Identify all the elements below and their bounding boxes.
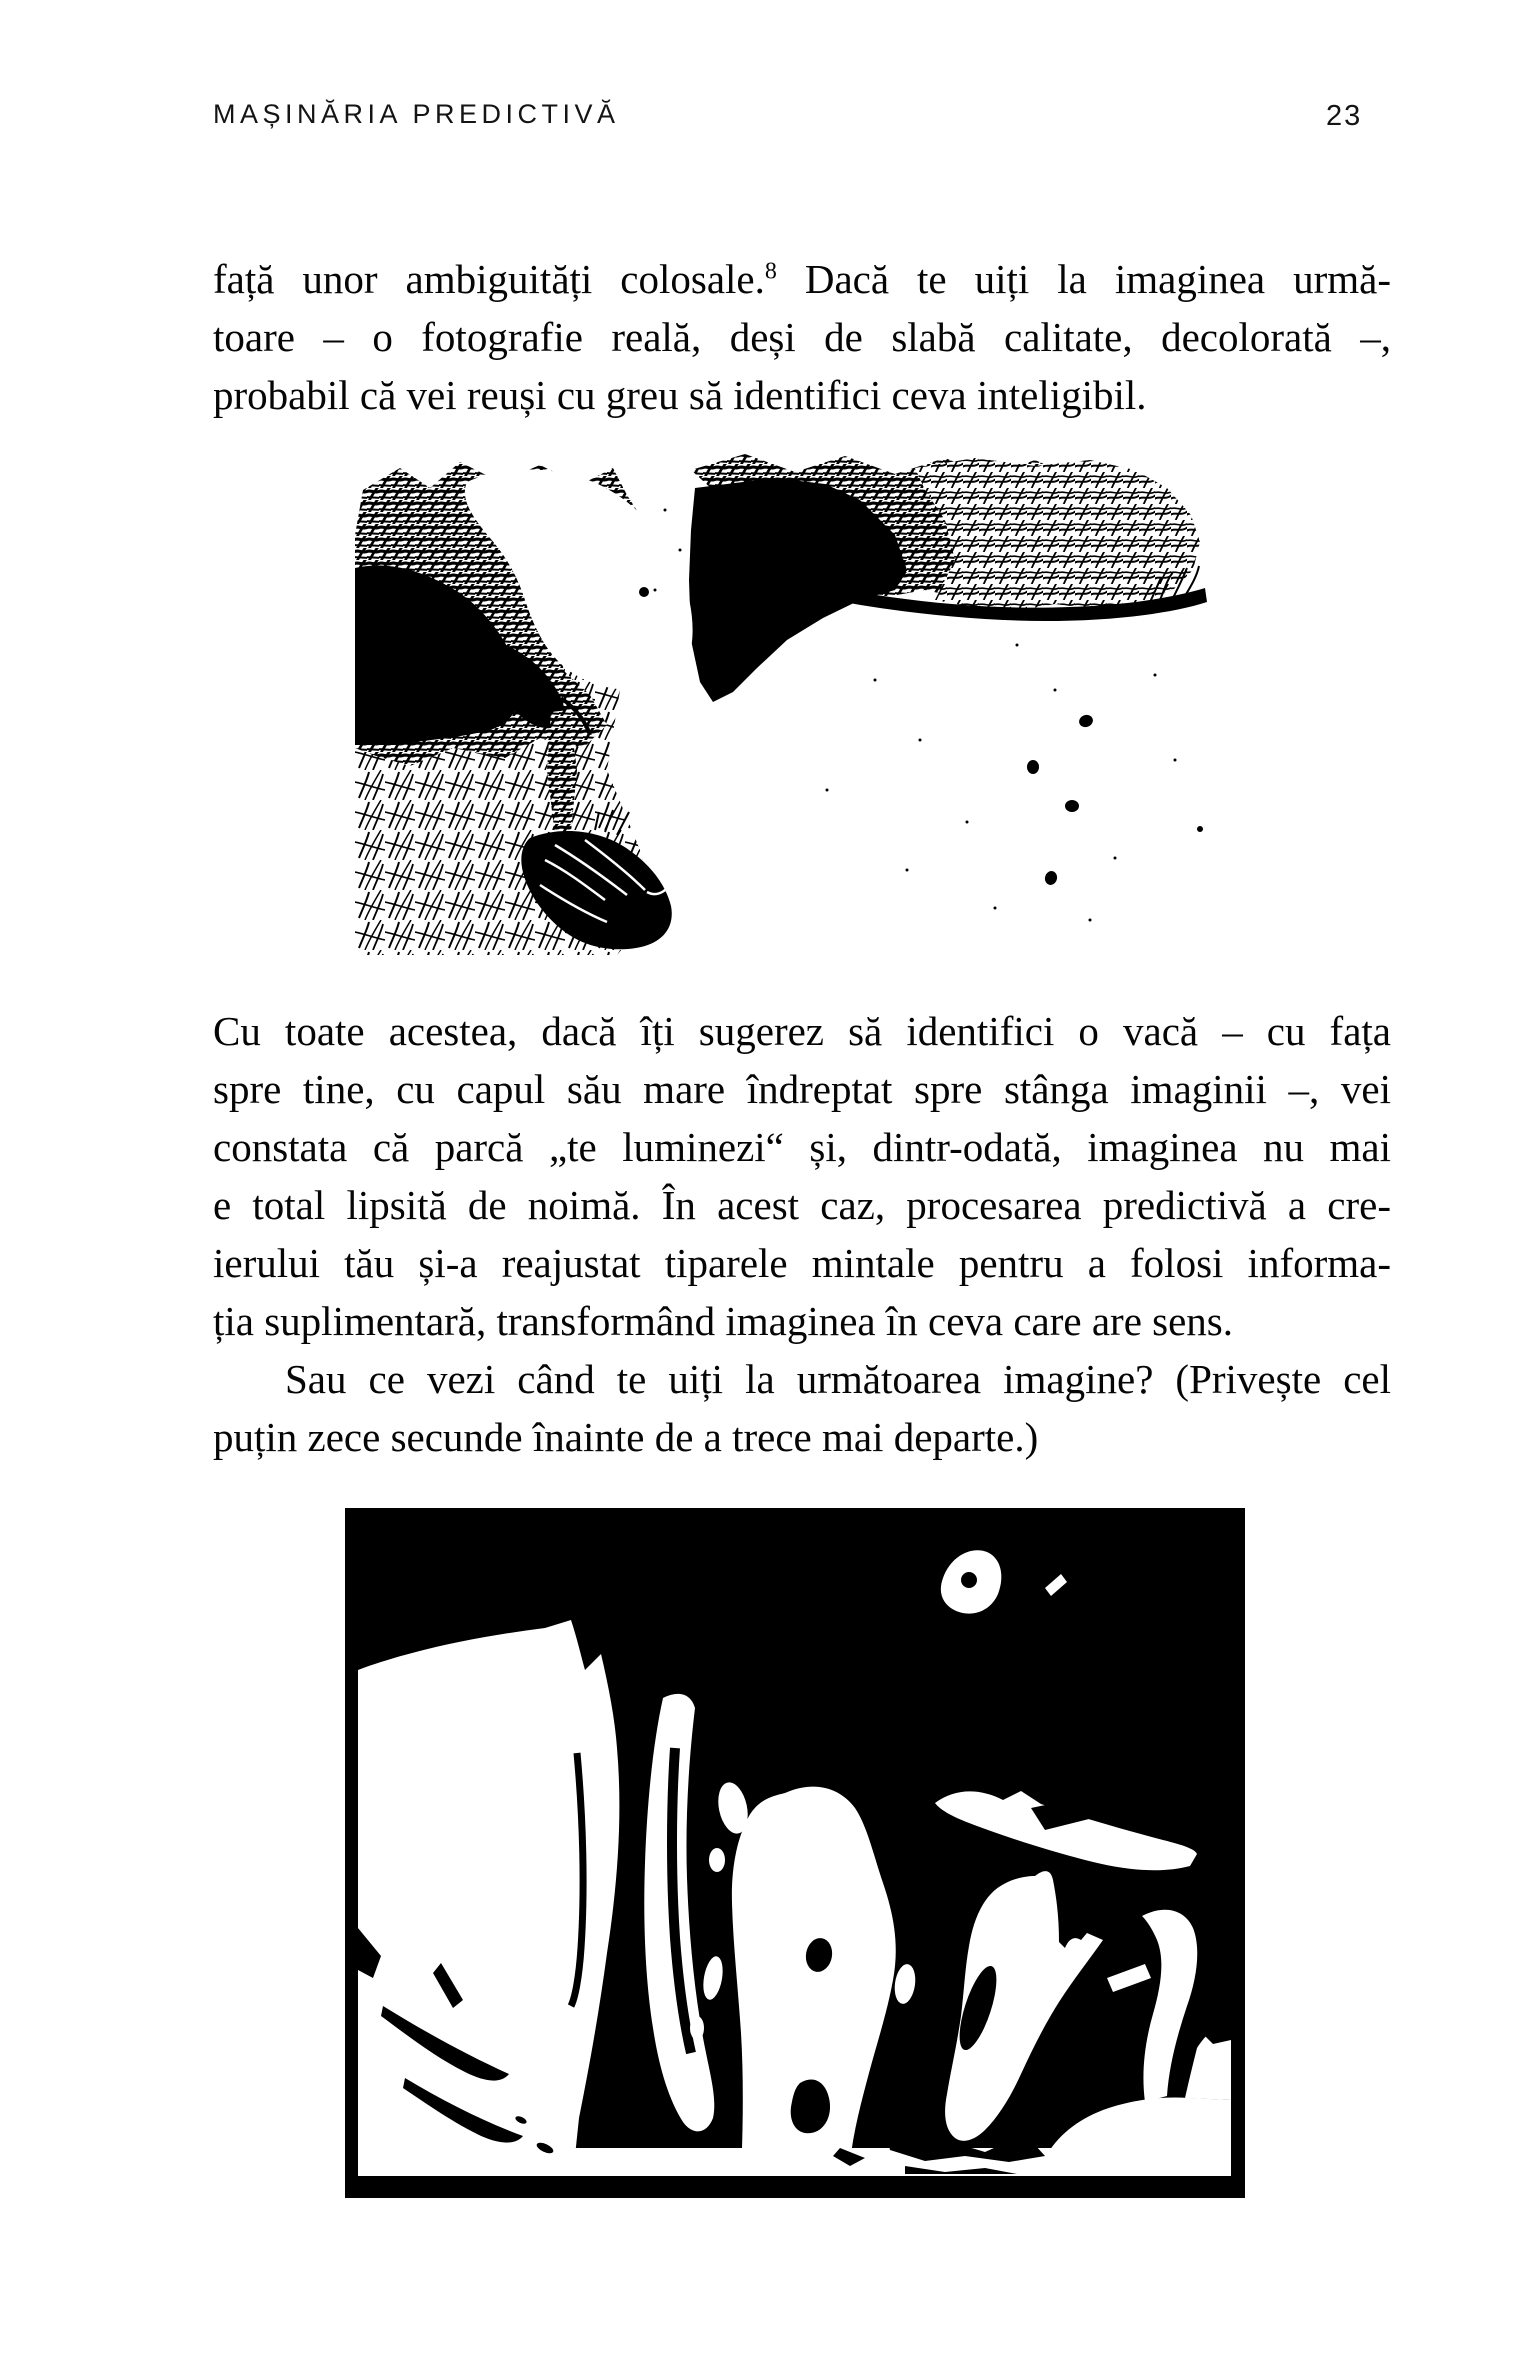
text-line bbox=[213, 250, 1391, 308]
text-line: ția suplimentară, transformând imaginea în ceva care are sens. bbox=[213, 1298, 1233, 1344]
paragraph-1 bbox=[213, 250, 1391, 424]
high-contrast-image bbox=[345, 1508, 1245, 2198]
figure-ambiguous-dark-photo bbox=[345, 1508, 1245, 2198]
text-line: ierului tău și-a reajustat tiparele mintale pentru a folosi informa- bbox=[213, 1240, 1391, 1286]
cow-eye-dot bbox=[639, 587, 649, 597]
text-segment: Dacă te uiți la imaginea urmă- bbox=[776, 256, 1391, 302]
text-line: puțin zece secunde înainte de a trece mai departe.) bbox=[213, 1414, 1039, 1460]
text-line: constata că parcă „te luminezi“ și, dintr-odată, imaginea nu mai bbox=[213, 1124, 1391, 1170]
text-line: toare – o fotografie reală, deși de slabă calitate, decolorată –, bbox=[213, 314, 1391, 360]
footnote-ref-8: 8 bbox=[764, 258, 777, 285]
running-title: MAȘINĂRIA PREDICTIVĂ bbox=[213, 99, 620, 129]
text-segment: față unor ambiguități colosale. bbox=[213, 256, 765, 302]
page-number: 23 bbox=[1326, 100, 1363, 132]
paragraph-2 bbox=[213, 1002, 1391, 1466]
ambiguous-cow-image bbox=[355, 440, 1230, 955]
text-line: spre tine, cu capul său mare îndreptat spre stânga imaginii –, vei bbox=[213, 1066, 1391, 1112]
figure-ambiguous-cow-photo bbox=[355, 440, 1230, 955]
text-line: Sau ce vezi când te uiți la următoarea imagine? (Privește cel bbox=[285, 1356, 1391, 1402]
text-line: probabil că vei reuși cu greu să identifici ceva inteligibil. bbox=[213, 372, 1147, 418]
text-line: Cu toate acestea, dacă îți sugerez să identifici o vacă – cu fața bbox=[213, 1008, 1391, 1054]
text-line: e total lipsită de noimă. În acest caz, procesarea predictivă a cre- bbox=[213, 1182, 1391, 1228]
